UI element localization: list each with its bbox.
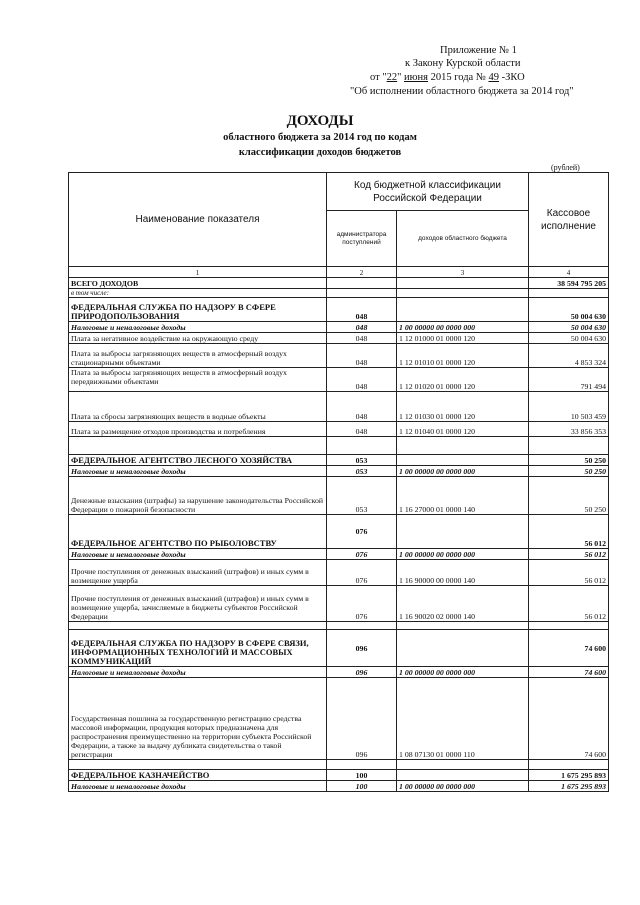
- law-date-line: от "22" июня 2015 года № 49 -ЗКО: [370, 72, 525, 83]
- row-admin: 053: [327, 466, 397, 477]
- column-number: 3: [397, 267, 529, 278]
- row-amount: 4 853 324: [529, 344, 609, 368]
- column-number: 2: [327, 267, 397, 278]
- row-admin: 100: [327, 770, 397, 781]
- table-row: [69, 333, 609, 344]
- row-amount: 56 012: [529, 560, 609, 586]
- row-amount: 74 600: [529, 630, 609, 667]
- row-name: Прочие поступления от денежных взысканий (штрафов) и иных сумм в возмещение ущерба, зачисляемые в бюджеты субъектов Российской Федерации: [69, 586, 327, 622]
- row-name: ФЕДЕРАЛЬНОЕ АГЕНТСТВО ЛЕСНОГО ХОЗЯЙСТВА: [69, 455, 327, 466]
- row-admin: 076: [327, 515, 397, 549]
- row-name: ФЕДЕРАЛЬНАЯ СЛУЖБА ПО НАДЗОРУ В СФЕРЕ ПРИРОДОПОЛЬЗОВАНИЯ: [69, 298, 327, 322]
- row-admin: 048: [327, 422, 397, 437]
- row-code: [397, 770, 529, 781]
- row-admin: 096: [327, 667, 397, 678]
- row-code: [397, 455, 529, 466]
- row-amount: 50 250: [529, 466, 609, 477]
- row-name: Налоговые и неналоговые доходы: [69, 667, 327, 678]
- spacer-row: [69, 760, 609, 770]
- row-admin: 076: [327, 549, 397, 560]
- row-name: ФЕДЕРАЛЬНАЯ СЛУЖБА ПО НАДЗОРУ В СФЕРЕ СВЯЗИ, ИНФОРМАЦИОННЫХ ТЕХНОЛОГИЙ И МАССОВЫХ КОММУНИКАЦИЙ: [69, 630, 327, 667]
- income-table: [68, 172, 609, 792]
- unit-label: (рублей): [551, 163, 580, 172]
- row-amount: 50 004 630: [529, 298, 609, 322]
- table-row: [69, 560, 609, 586]
- table-row: [69, 770, 609, 781]
- row-code: 1 16 90020 02 0000 140: [397, 586, 529, 622]
- row-amount: 74 600: [529, 678, 609, 760]
- row-name: в том числе:: [69, 289, 327, 298]
- row-admin: [327, 289, 397, 298]
- row-amount: 56 012: [529, 586, 609, 622]
- row-amount: 38 594 795 205: [529, 278, 609, 289]
- row-code: 1 16 27000 01 0000 140: [397, 477, 529, 515]
- row-name: Налоговые и неналоговые доходы: [69, 466, 327, 477]
- row-name: Налоговые и неналоговые доходы: [69, 549, 327, 560]
- row-name: Налоговые и неналоговые доходы: [69, 322, 327, 333]
- row-admin: 048: [327, 368, 397, 392]
- table-row: [69, 586, 609, 622]
- row-name: Плата за размещение отходов производства и потребления: [69, 422, 327, 437]
- header-execution: Кассовое исполнение: [529, 173, 609, 267]
- table-row: [69, 781, 609, 792]
- row-code: 1 00 00000 00 0000 000: [397, 781, 529, 792]
- document-subtitle-1: областного бюджета за 2014 год по кодам: [223, 132, 417, 143]
- row-name: Плата за сбросы загрязняющих веществ в водные объекты: [69, 392, 327, 422]
- row-code: 1 00 00000 00 0000 000: [397, 549, 529, 560]
- document-subtitle-2: классификации доходов бюджетов: [238, 147, 402, 158]
- row-admin: 053: [327, 477, 397, 515]
- appendix-label: Приложение № 1: [440, 45, 517, 56]
- row-name: ВСЕГО ДОХОДОВ: [69, 278, 327, 289]
- table-row: [69, 298, 609, 322]
- row-admin: 076: [327, 560, 397, 586]
- law-month: июня: [404, 72, 428, 83]
- row-code: 1 12 01020 01 0000 120: [397, 368, 529, 392]
- header-code: Код бюджетной классификации Российской Федерации: [327, 173, 529, 211]
- row-amount: 33 856 353: [529, 422, 609, 437]
- row-name: Государственная пошлина за государственную регистрацию средства массовой информации, продукция которых предназначена для распространения преимущественно на территории субъекта Российской Федерации, а также за выдачу дубликата свидетельства о такой регистрации: [69, 678, 327, 760]
- table-row: [69, 549, 609, 560]
- row-admin: 048: [327, 392, 397, 422]
- row-code: [397, 289, 529, 298]
- row-admin: 100: [327, 781, 397, 792]
- row-amount: 56 012: [529, 549, 609, 560]
- row-name: Прочие поступления от денежных взысканий (штрафов) и иных сумм в возмещение ущерба: [69, 560, 327, 586]
- row-amount: 1 675 295 893: [529, 781, 609, 792]
- law-number: 49: [488, 72, 499, 83]
- table-row: [69, 477, 609, 515]
- header-admin: администратора поступлений: [327, 211, 397, 267]
- row-name: ФЕДЕРАЛЬНОЕ АГЕНТСТВО ПО РЫБОЛОВСТВУ: [69, 515, 327, 549]
- row-code: 1 12 01010 01 0000 120: [397, 344, 529, 368]
- row-admin: [327, 278, 397, 289]
- row-code: 1 00 00000 00 0000 000: [397, 667, 529, 678]
- header-name: Наименование показателя: [69, 173, 327, 267]
- table-row: [69, 422, 609, 437]
- row-name: Плата за выбросы загрязняющих веществ в атмосферный воздух передвижными объектами: [69, 368, 327, 392]
- row-name: Налоговые и неналоговые доходы: [69, 781, 327, 792]
- row-name: Плата за негативное воздействие на окружающую среду: [69, 333, 327, 344]
- table-row: [69, 678, 609, 760]
- row-amount: 10 503 459: [529, 392, 609, 422]
- column-number: 1: [69, 267, 327, 278]
- table-row: [69, 515, 609, 549]
- row-name: Плата за выбросы загрязняющих веществ в атмосферный воздух стационарными объектами: [69, 344, 327, 368]
- row-admin: 096: [327, 630, 397, 667]
- row-code: [397, 278, 529, 289]
- law-day: 22: [386, 72, 398, 83]
- column-number: 4: [529, 267, 609, 278]
- table-row: [69, 322, 609, 333]
- row-code: [397, 298, 529, 322]
- table-row: [69, 368, 609, 392]
- row-code: 1 08 07130 01 0000 110: [397, 678, 529, 760]
- table-row: [69, 289, 609, 298]
- row-amount: 1 675 295 893: [529, 770, 609, 781]
- row-amount: [529, 289, 609, 298]
- law-reference: к Закону Курской области: [405, 58, 521, 69]
- row-code: 1 16 90000 00 0000 140: [397, 560, 529, 586]
- row-amount: 56 012: [529, 515, 609, 549]
- row-amount: 50 004 630: [529, 333, 609, 344]
- spacer-row: [69, 437, 609, 455]
- table-row: [69, 630, 609, 667]
- spacer-row: [69, 622, 609, 630]
- row-amount: 50 250: [529, 477, 609, 515]
- row-code: [397, 515, 529, 549]
- table-row: [69, 466, 609, 477]
- row-amount: 50 250: [529, 455, 609, 466]
- table-row: [69, 667, 609, 678]
- row-code: 1 12 01040 01 0000 120: [397, 422, 529, 437]
- row-amount: 791 494: [529, 368, 609, 392]
- row-amount: 50 004 630: [529, 322, 609, 333]
- law-title: "Об исполнении областного бюджета за 2014 год": [350, 86, 574, 97]
- row-name: ФЕДЕРАЛЬНОЕ КАЗНАЧЕЙСТВО: [69, 770, 327, 781]
- row-admin: 053: [327, 455, 397, 466]
- table-row: [69, 278, 609, 289]
- row-admin: 096: [327, 678, 397, 760]
- row-admin: 048: [327, 298, 397, 322]
- row-code: 1 00 00000 00 0000 000: [397, 466, 529, 477]
- row-code: 1 12 01000 01 0000 120: [397, 333, 529, 344]
- row-name: Денежные взыскания (штрафы) за нарушение законодательства Российской Федерации о пожарной безопасности: [69, 477, 327, 515]
- row-code: 1 00 00000 00 0000 000: [397, 322, 529, 333]
- table-row: [69, 455, 609, 466]
- row-admin: 048: [327, 322, 397, 333]
- row-admin: 076: [327, 586, 397, 622]
- row-code: 1 12 01030 01 0000 120: [397, 392, 529, 422]
- row-admin: 048: [327, 344, 397, 368]
- table-row: [69, 344, 609, 368]
- row-code: [397, 630, 529, 667]
- row-amount: 74 600: [529, 667, 609, 678]
- row-admin: 048: [327, 333, 397, 344]
- header-income-code: доходов областного бюджета: [397, 211, 529, 267]
- table-row: [69, 392, 609, 422]
- document-title: ДОХОДЫ: [286, 113, 354, 129]
